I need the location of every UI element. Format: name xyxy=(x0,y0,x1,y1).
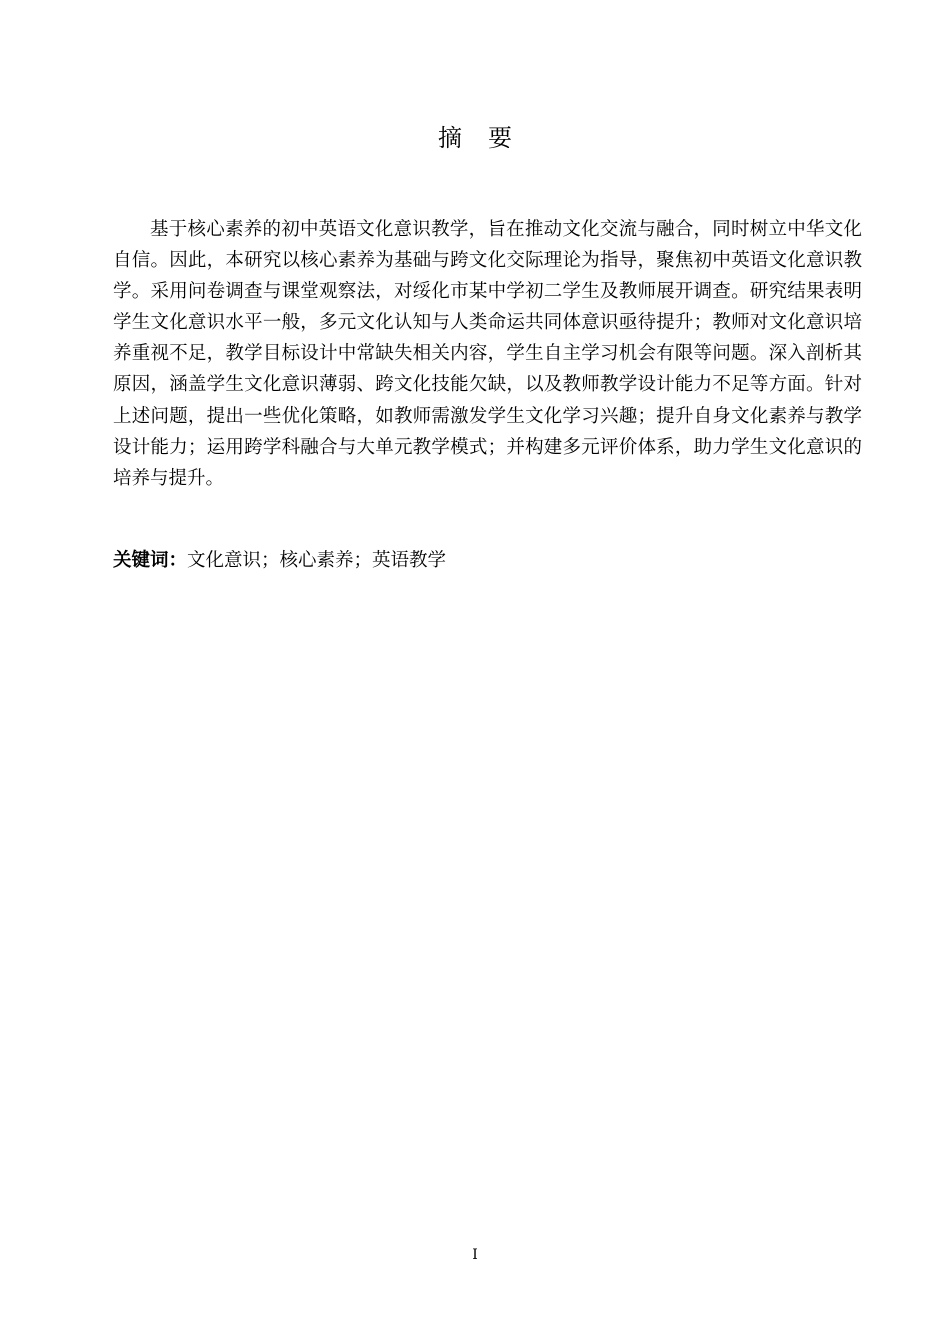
abstract-paragraph: 基于核心素养的初中英语文化意识教学，旨在推动文化交流与融合，同时树立中华文化自信。因此，本研究以核心素养为基础与跨文化交际理论为指导，聚焦初中英语文化意识教学。采用问卷调查与课堂观察法，对绥化市某中学初二学生及教师展开调查。研究结果表明学生文化意识水平一般，多元文化认知与人类命运共同体意识亟待提升；教师对文化意识培养重视不足，教学目标设计中常缺失相关内容，学生自主学习机会有限等问题。深入剖析其原因，涵盖学生文化意识薄弱、跨文化技能欠缺，以及教师教学设计能力不足等方面。针对上述问题，提出一些优化策略，如教师需激发学生文化学习兴趣；提升自身文化素养与教学设计能力；运用跨学科融合与大单元教学模式；并构建多元评价体系，助力学生文化意识的培养与提升。 xyxy=(113,219,862,489)
page-number: I xyxy=(472,1247,478,1263)
keywords-line xyxy=(113,545,862,576)
page-title: 摘要 xyxy=(438,124,538,152)
keywords-label: 关键词： xyxy=(113,550,188,571)
keywords-text: 文化意识；核心素养；英语教学 xyxy=(187,550,447,571)
